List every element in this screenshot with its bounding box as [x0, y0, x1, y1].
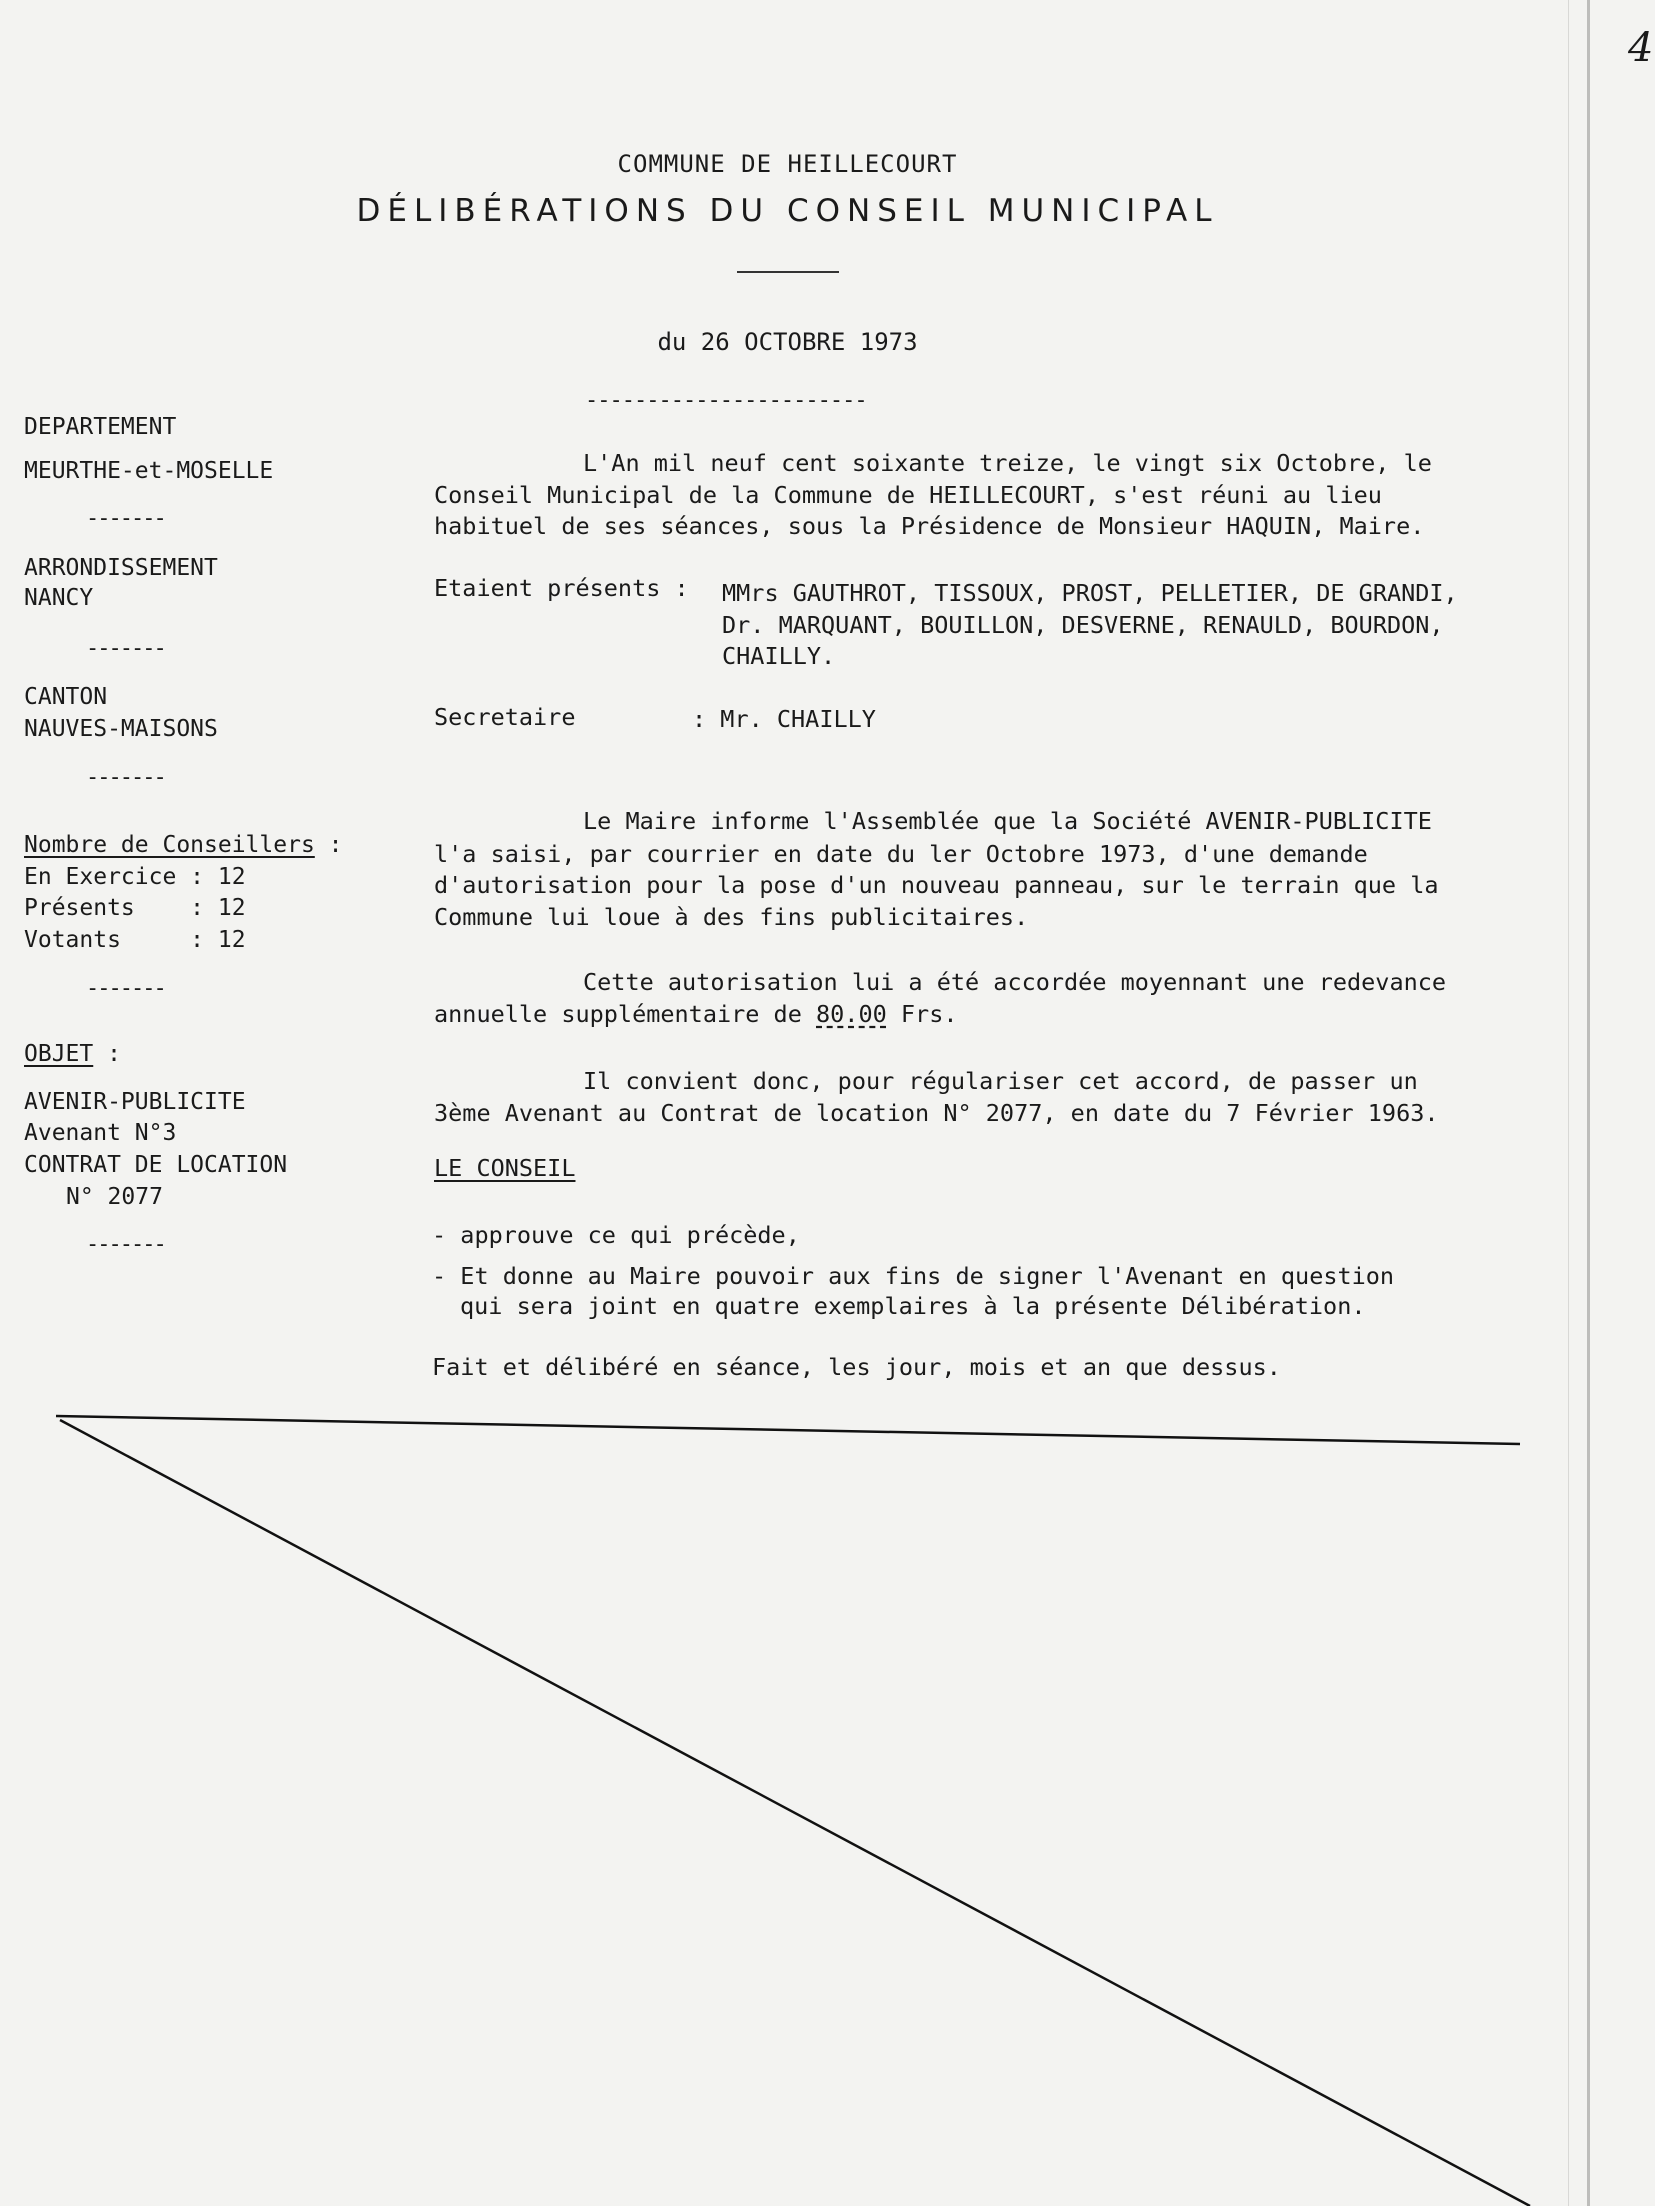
presents-names: Dr. MARQUANT, BOUILLON, DESVERNE, RENAULD, BOURDON, — [722, 611, 1444, 639]
redevance-text: annuelle supplémentaire de — [434, 1000, 817, 1028]
en-exercice-count: En Exercice : 12 — [24, 864, 246, 890]
paragraph-line: d'autorisation pour la pose d'un nouveau panneau, sur le terrain que la — [434, 871, 1439, 899]
presents-names: MMrs GAUTHROT, TISSOUX, PROST, PELLETIER, DE GRANDI, — [722, 579, 1458, 607]
paragraph-line: Cette autorisation lui a été accordée moyennant une redevance — [583, 968, 1447, 996]
document-title: DÉLIBÉRATIONS DU CONSEIL MUNICIPAL — [356, 193, 1219, 229]
intro-line: habituel de ses séances, sous la Présidence de Monsieur HAQUIN, Maire. — [434, 512, 1425, 540]
le-conseil-heading: LE CONSEIL — [434, 1154, 576, 1182]
canton-label: CANTON — [24, 684, 108, 710]
page-number: 4 — [1628, 25, 1654, 71]
intro-line: Conseil Municipal de la Commune de HEILLECOURT, s'est réuni au lieu — [434, 481, 1382, 509]
closing-line: Fait et délibéré en séance, les jour, mois et an que dessus. — [432, 1353, 1281, 1381]
paragraph-line: 3ème Avenant au Contrat de location N° 2077, en date du 7 Février 1963. — [434, 1099, 1439, 1127]
objet-line: CONTRAT DE LOCATION — [24, 1152, 288, 1178]
margin-separator: ------- — [86, 506, 165, 531]
decision-line: - approuve ce qui précède, — [432, 1221, 800, 1249]
objet-label: OBJET — [24, 1041, 94, 1067]
decision-line: qui sera joint en quatre exemplaires à la présente Délibération. — [460, 1292, 1366, 1320]
departement-label: DEPARTEMENT — [24, 414, 177, 440]
secretaire-value: : Mr. CHAILLY — [692, 705, 876, 733]
commune-heading: COMMUNE DE HEILLECOURT — [617, 150, 958, 178]
arrondissement-label: ARRONDISSEMENT — [24, 555, 218, 581]
decision-line: - Et donne au Maire pouvoir aux fins de signer l'Avenant en question — [432, 1262, 1395, 1290]
paragraph-line: l'a saisi, par courrier en date du ler Octobre 1973, d'une demande — [434, 840, 1368, 868]
conseillers-colon: : — [314, 832, 343, 858]
objet-line: N° 2077 — [66, 1184, 163, 1210]
arrondissement-value: NANCY — [24, 585, 94, 611]
objet-colon: : — [93, 1041, 121, 1067]
presents-count: Présents : 12 — [24, 895, 246, 921]
objet-line: AVENIR-PUBLICITE — [24, 1089, 246, 1115]
presents-names: CHAILLY. — [722, 642, 836, 670]
paragraph-line: Commune lui loue à des fins publicitaires. — [434, 903, 1029, 931]
departement-value: MEURTHE-et-MOSELLE — [24, 458, 274, 484]
paragraph-line: Il convient donc, pour régulariser cet accord, de passer un — [583, 1067, 1418, 1095]
redevance-amount: 80.00 — [816, 1000, 887, 1028]
secretaire-label: Secretaire — [434, 703, 576, 731]
margin-separator: ------- — [86, 765, 165, 790]
objet-line: Avenant N°3 — [24, 1120, 177, 1146]
canton-value: NAUVES-MAISONS — [24, 716, 218, 742]
horizontal-rule — [56, 1416, 1520, 1444]
conseillers-label: Nombre de Conseillers — [24, 832, 315, 858]
intro-line: L'An mil neuf cent soixante treize, le vingt six Octobre, le — [583, 449, 1432, 477]
margin-separator: ------- — [86, 636, 165, 661]
paragraph-line: Le Maire informe l'Assemblée que la Société AVENIR-PUBLICITE — [583, 807, 1432, 835]
presents-label: Etaient présents : — [434, 574, 689, 602]
votants-count: Votants : 12 — [24, 927, 246, 953]
margin-separator: ------- — [86, 976, 165, 1001]
margin-separator: ------- — [86, 1232, 165, 1257]
redevance-currency: Frs. — [886, 1000, 958, 1028]
diagonal-strike-line — [60, 1420, 1530, 2206]
meeting-date: du 26 OCTOBRE 1973 — [657, 328, 918, 356]
date-dash-rule: ----------------------- — [585, 388, 867, 413]
